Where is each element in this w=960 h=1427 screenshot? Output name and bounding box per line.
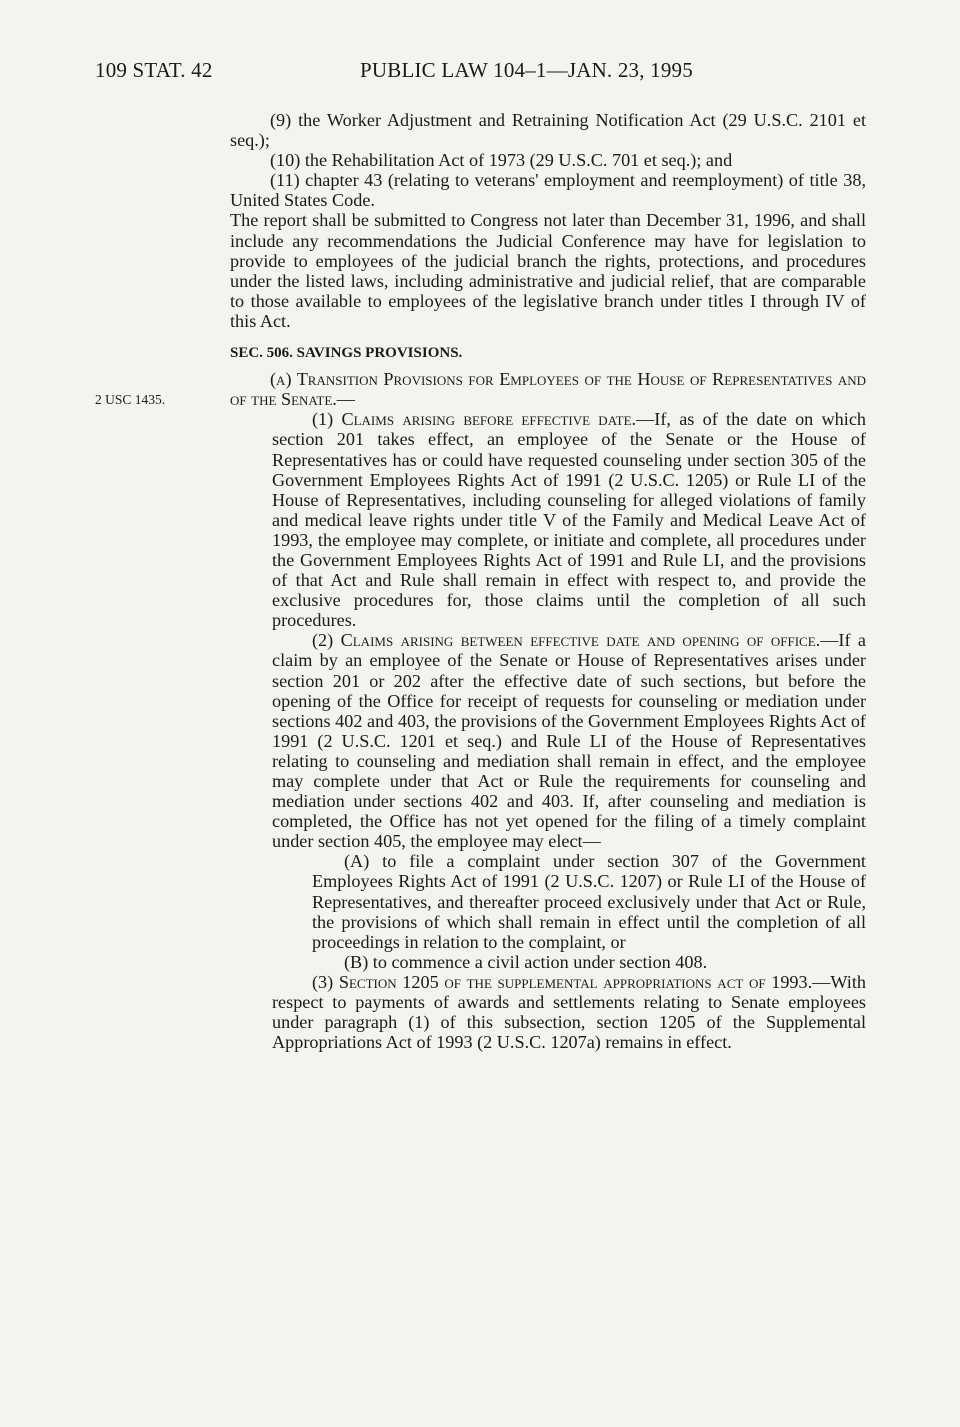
report-paragraph: The report shall be submitted to Congress not later than December 31, 1996, and shall include any recommendations the Judicial Conference may have for legislation to provide to employees of the judicial branch the rights, protections, and procedures under the listed laws, including administrative and judicial relief, that are comparable to those available to employees of the legislative branch under titles I through IV of this Act.	[230, 210, 866, 331]
subsection-a-heading-text: (a) Transition Provisions for Employees of the House of Representatives and of the Senate.—	[230, 369, 866, 410]
stat-page-number: 109 STAT. 42	[95, 58, 213, 82]
paragraph-2-heading: (2) Claims arising between effective date and opening of office.—	[312, 630, 839, 651]
paragraph-2	[230, 630, 866, 851]
paragraph-3-text: With respect to payments of awards and settlements relating to Senate employees under paragraph (1) of this subsection, section 1205 of the Supplemental Appropriations Act of 1993 (2 U.S.C. 1207a) remains in effect.	[272, 971, 866, 1053]
paragraph-1-heading: (1) Claims arising before effective date.—	[312, 409, 655, 430]
subparagraph-a: (A) to file a complaint under section 307 of the Government Employees Rights Act of 1991 (2 U.S.C. 1207) or Rule LI of the House of Representatives, and thereafter proceed exclusively under that Act or Rule, the provisions of which shall remain in effect until the completion of all proceedings in relation to the complaint, or	[312, 851, 866, 952]
subparagraph-b: (B) to commence a civil action under section 408.	[344, 951, 708, 972]
paragraph-2-text: If a claim by an employee of the Senate or House of Representatives arises under section 201 or 202 after the effective date of such sections, but before the opening of the Office for receipt of requests for counseling or mediation under sections 402 and 403, the provisions of the Government Employees Rights Act of 1991 (2 U.S.C. 1201 et seq.) and Rule LI of the House of Representatives relating to counseling and mediation shall remain in effect, and the employee may complete under that Act or Rule the requirements for counseling and mediation under sections 402 and 403. If, after counseling and mediation is completed, the Office has not yet opened for the filing of a timely complaint under section 405, the employee may elect—	[272, 630, 866, 852]
list-item-10: (10) the Rehabilitation Act of 1973 (29 U.S.C. 701 et seq.); and	[270, 150, 733, 171]
subsection-a-heading	[230, 369, 866, 409]
margin-citation: 2 USC 1435.	[95, 392, 166, 407]
section-heading: SEC. 506. SAVINGS PROVISIONS.	[230, 345, 463, 362]
paragraph-1-text: If, as of the date on which section 201 takes effect, an employee of the Senate or the House of Representatives has or could have requested counseling under section 305 of the Government Employees Rights Act of 1991 (2 U.S.C. 1205) or Rule LI of the House of Representatives, including counseling for alleged violations of family and medical leave rights under title V of the Family and Medical Leave Act of 1993, the employee may complete, or initiate and complete, all procedures under the Government Employees Rights Act of 1991 and Rule LI, and the provisions of that Act and Rule shall remain in effect with respect to, and provide the exclusive procedures for, those claims until the completion of all such procedures.	[272, 409, 866, 631]
paragraph-3-heading: (3) Section 1205 of the supplemental appropriations act of 1993.—	[312, 971, 831, 992]
list-item-11: (11) chapter 43 (relating to veterans' employment and reemployment) of title 38, United States Code.	[230, 170, 866, 211]
paragraph-1	[230, 409, 866, 630]
statute-body	[230, 110, 866, 1052]
paragraph-3	[230, 972, 866, 1052]
list-item-9: (9) the Worker Adjustment and Retraining Notification Act (29 U.S.C. 2101 et seq.);	[230, 110, 866, 151]
public-law-citation: PUBLIC LAW 104–1—JAN. 23, 1995	[360, 58, 693, 82]
